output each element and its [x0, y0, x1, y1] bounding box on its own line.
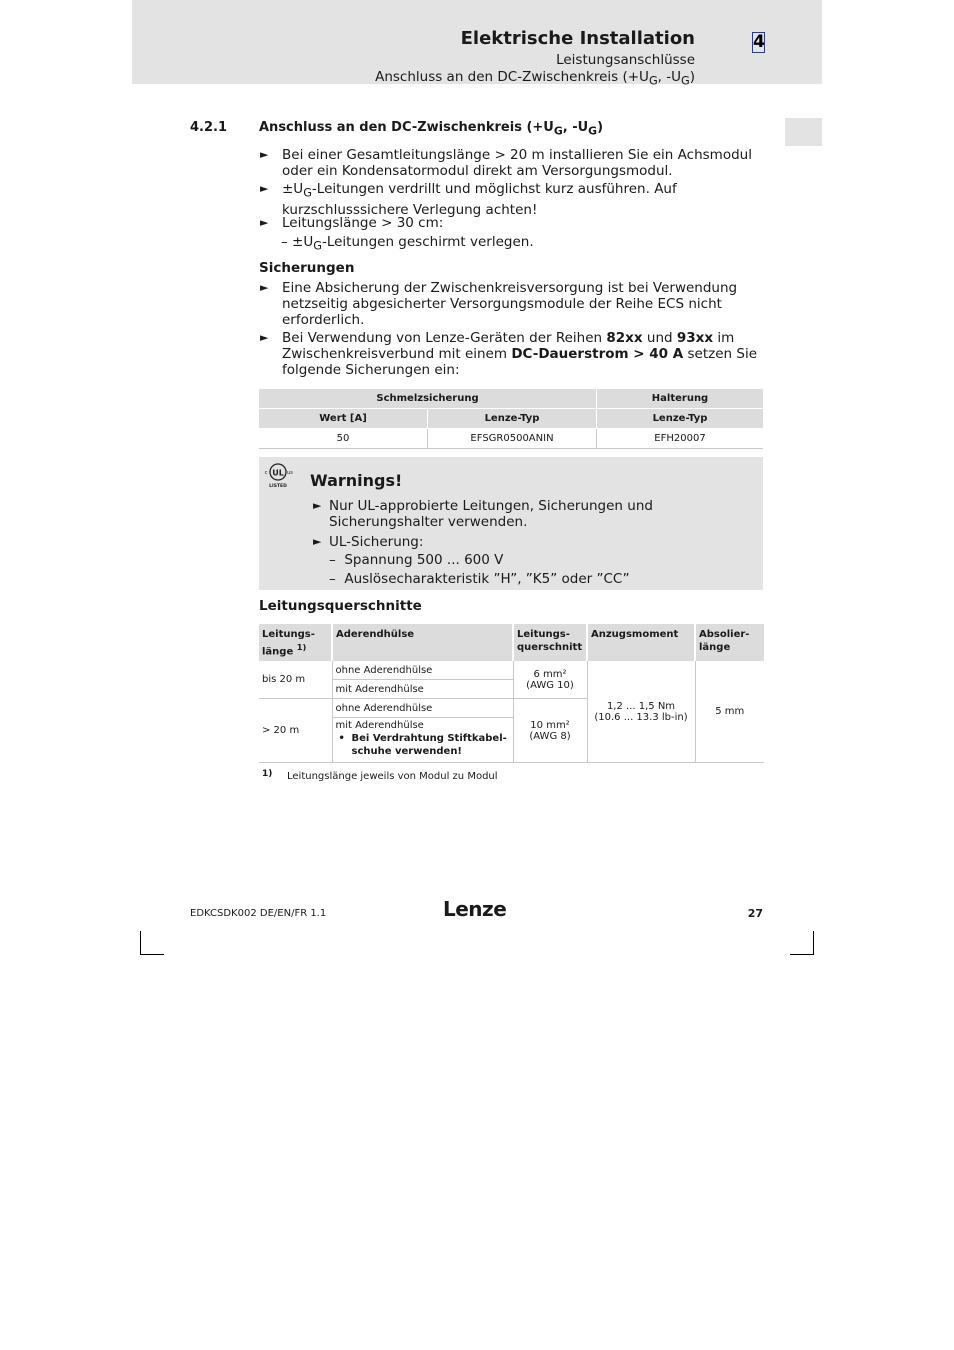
page-subtitle: Leistungsanschlüsse [556, 52, 695, 68]
bullet-arrow-icon: ► [313, 535, 322, 548]
bullet-arrow-icon: ► [260, 331, 269, 344]
ul-listed-icon [263, 461, 293, 491]
table-cell: ohne Aderendhülse [332, 661, 513, 680]
crop-mark [790, 954, 814, 955]
fuses-heading: Sicherungen [259, 260, 355, 276]
section-number: 4.2.1 [190, 120, 228, 135]
bullet-item: ► Bei Verwendung von Lenze-Geräten der Reihen 82xx und 93xx im Zwischenkreisverbund mit einem DC-Dauerstrom > 40 A setzen Sie folgende Sicherungen ein: [260, 330, 758, 378]
dash-item: – Spannung 500 ... 600 V [329, 552, 504, 568]
page-title: Elektrische Installation [460, 28, 695, 49]
crop-mark [813, 931, 814, 955]
bullet-item: ► Nur UL-approbierte Leitungen, Sicherungen und Sicherungshalter verwenden. [313, 498, 653, 530]
table-cell: > 20 m [259, 699, 332, 763]
document-id: EDKCSDK002 DE/EN/FR 1.1 [190, 908, 327, 919]
table-row [259, 661, 764, 680]
bullet-item: ► Leitungslänge > 30 cm: [260, 215, 444, 231]
table-header-row [259, 624, 764, 661]
cable-section-heading: Leitungsquerschnitte [259, 598, 422, 614]
table-cell: EFH20007 [597, 429, 764, 449]
table-header-row [259, 409, 763, 429]
table-cell: mit Aderendhülse • Bei Verdrahtung Stiftkabel-schuhe verwenden! [332, 718, 513, 763]
header-cell: Anzugsmoment [587, 624, 695, 661]
lenze-logo: Lenze [443, 897, 507, 921]
svg-text:c: c [264, 470, 268, 476]
dash-item: – Auslösecharakteristik ”H”, ”K5” oder ”CC” [329, 571, 630, 587]
header-cell: Wert [A] [259, 409, 428, 429]
header-cell: Leitungs-querschnitt [513, 624, 587, 661]
svg-text:UL: UL [272, 468, 284, 478]
page-number: 27 [747, 907, 763, 920]
header-cell: Lenze-Typ [428, 409, 597, 429]
crop-mark [140, 954, 164, 955]
bullet-item: ► Bei einer Gesamtleitungslänge > 20 m installieren Sie ein Achsmodul oder ein Kondensatormodul direkt am Versorgungsmodul. [260, 147, 752, 179]
chapter-number-link[interactable]: 4 [753, 32, 765, 52]
footnote-marker: 1) [262, 769, 273, 779]
bullet-arrow-icon: ► [260, 281, 269, 294]
bullet-arrow-icon: ► [260, 182, 269, 195]
chapter-side-tab [785, 118, 822, 146]
warning-title: Warnings! [310, 471, 403, 490]
table-cell: ohne Aderendhülse [332, 699, 513, 718]
bullet-arrow-icon: ► [260, 216, 269, 229]
table-cell: EFSGR0500ANIN [428, 429, 597, 449]
table-header-row [259, 389, 763, 409]
fuse-table [259, 389, 763, 449]
table-cell: 1,2 ... 1,5 Nm (10.6 ... 13.3 lb-in) [587, 661, 695, 763]
table-cell: bis 20 m [259, 661, 332, 699]
header-cell: Lenze-Typ [597, 409, 764, 429]
table-cell: 6 mm² (AWG 10) [513, 661, 587, 699]
header-cell: Aderendhülse [332, 624, 513, 661]
page-subtitle-2: Anschluss an den DC-Zwischenkreis ($+U_G$, $-U_G$) [375, 69, 695, 88]
header-cell: Leitungs-länge $^{1)}$ [259, 624, 332, 661]
cable-table [259, 624, 764, 763]
table-cell: 50 [259, 429, 428, 449]
bullet-item: ► Eine Absicherung der Zwischenkreisversorgung ist bei Verwendung netzseitig abgesicherter Versorgungsmodule der Reihe ECS nicht erforderlich. [260, 280, 738, 328]
crop-mark [140, 931, 141, 955]
table-cell: mit Aderendhülse [332, 680, 513, 699]
footnote-text: Leitungslänge jeweils von Modul zu Modul [287, 771, 498, 782]
section-title: Anschluss an den DC-Zwischenkreis ($+U_G$, $-U_G$) [259, 120, 604, 138]
header-cell: Schmelzsicherung [259, 389, 597, 409]
bullet-item: ► $\pm U_G$-Leitungen verdrillt und möglichst kurz ausführen. Auf kurzschlusssichere Verlegung achten! [260, 181, 677, 218]
table-cell: 10 mm² (AWG 8) [513, 699, 587, 763]
bullet-item: ► UL-Sicherung: [313, 534, 424, 550]
bullet-arrow-icon: ► [313, 499, 322, 512]
svg-text:LISTED: LISTED [269, 484, 287, 489]
svg-text:us: us [287, 470, 293, 476]
header-cell: Absolier-länge [695, 624, 764, 661]
table-cell: 5 mm [695, 661, 764, 763]
table-row [259, 429, 763, 449]
dash-item: – $\pm U_G$-Leitungen geschirmt verlegen. [281, 234, 534, 253]
header-cell: Halterung [597, 389, 764, 409]
bullet-arrow-icon: ► [260, 148, 269, 161]
